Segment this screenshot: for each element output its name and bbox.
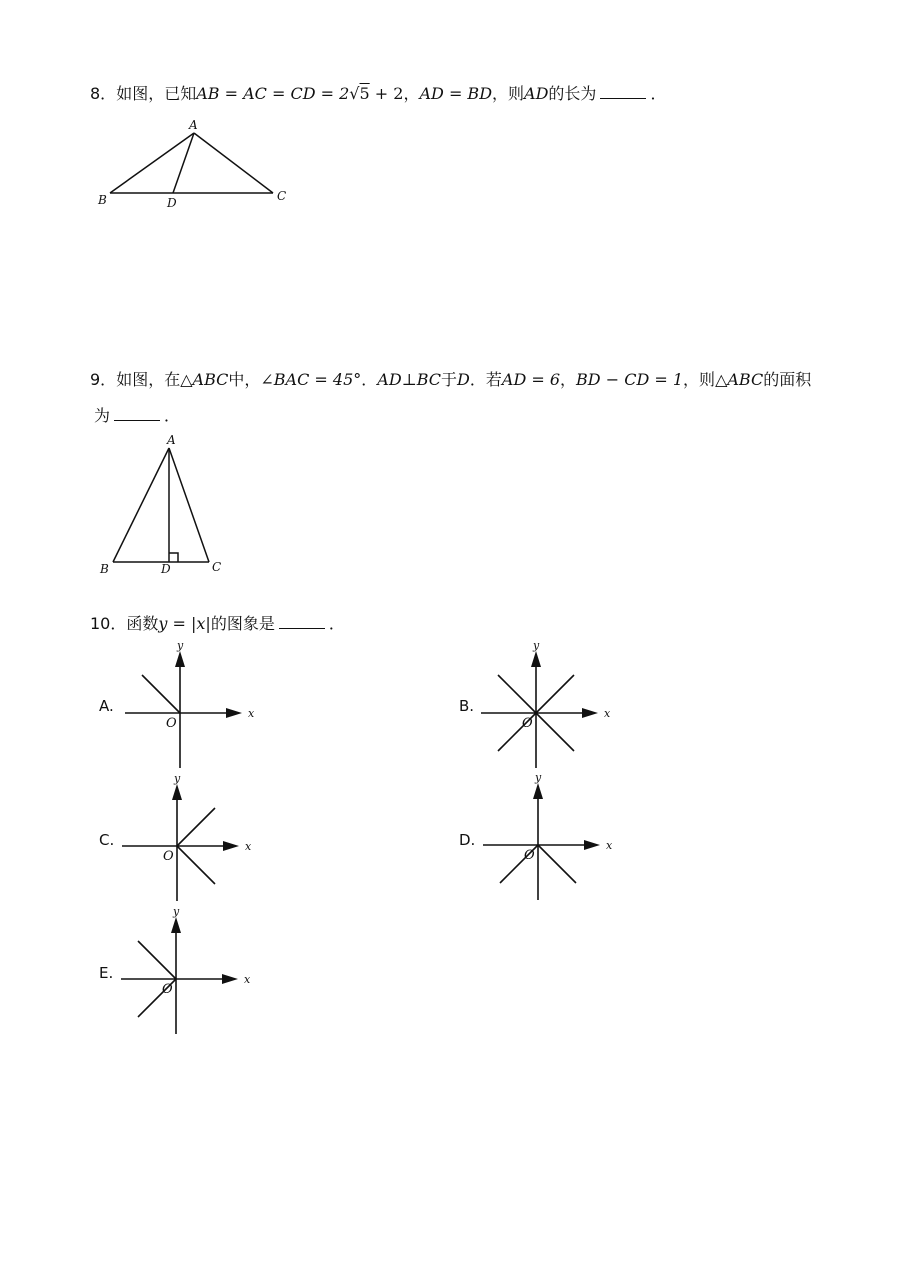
origin-label: O [166,716,177,731]
triangle-figure-9 [95,430,245,580]
y-axis-arrow-icon [171,917,181,933]
option-a-label[interactable]: A. [99,697,114,715]
x-axis-label: x [604,707,611,720]
vertex-label-d: D [161,562,171,576]
x-axis-label: x [248,707,255,720]
vertex-label-d: D [167,196,177,210]
option-c-label[interactable]: C. [99,831,115,849]
y-axis-arrow-icon [531,651,541,667]
x-axis-label: x [606,839,613,852]
vertex-label-b: B [100,562,109,576]
answer-blank-8[interactable] [600,83,646,99]
option-c-graph[interactable] [117,776,257,906]
question-9-text: 9．如图，在△ABC中，∠BAC = 45°．AD⊥BC于D．若AD = 6，BD − CD = 1，则△ABC的面积 [90,370,812,389]
triangle-figure-8 [90,115,310,215]
x-axis-label: x [245,840,252,853]
option-e-graph[interactable] [116,909,256,1039]
graph-ray-lower-right [536,713,574,751]
x-axis-arrow-icon [223,841,239,851]
vertex-label-a: A [167,433,176,447]
option-d-graph[interactable] [478,775,618,905]
y-axis-label: y [535,775,542,784]
question-10-text: 10．函数y = |x|的图象是 ． [90,614,345,633]
vertex-label-a: A [189,118,198,132]
option-d-label[interactable]: D. [459,831,476,849]
graph-ray-upper-right [536,675,574,713]
graph-ray-upper-left [498,675,536,713]
y-axis-label: y [174,776,181,785]
question-8-text: 8．如图，已知AB = AC = CD = 2√5 + 2，AD = BD，则AD的长为 ． [90,84,667,103]
origin-label: O [522,716,533,731]
question-9-text-line2: 为 ． [94,406,181,425]
x-axis-arrow-icon [222,974,238,984]
answer-blank-9[interactable] [114,405,160,421]
answer-blank-10[interactable] [279,613,325,629]
graph-ray-upper-left [138,941,176,979]
origin-label: O [163,849,174,864]
x-axis-arrow-icon [582,708,598,718]
x-axis-label: x [244,973,251,986]
vertex-label-c: C [212,560,222,574]
graph-ray-lower-right [177,846,215,884]
y-axis-arrow-icon [172,784,182,800]
origin-label: O [524,848,535,863]
x-axis-arrow-icon [584,840,600,850]
option-e-label[interactable]: E. [99,964,114,982]
y-axis-label: y [177,643,184,652]
option-b-label[interactable]: B. [459,697,475,715]
graph-ray-lower-right [538,845,576,883]
option-a-graph[interactable] [120,643,260,773]
y-axis-label: y [533,643,540,652]
y-axis-label: y [173,909,180,918]
x-axis-arrow-icon [226,708,242,718]
vertex-label-c: C [277,189,287,203]
y-axis-arrow-icon [533,783,543,799]
vertex-label-b: B [98,193,107,207]
graph-ray-upper-right [177,808,215,846]
option-b-graph[interactable] [476,643,616,773]
y-axis-arrow-icon [175,651,185,667]
graph-ray-upper-left [142,675,180,713]
origin-label: O [162,982,173,997]
